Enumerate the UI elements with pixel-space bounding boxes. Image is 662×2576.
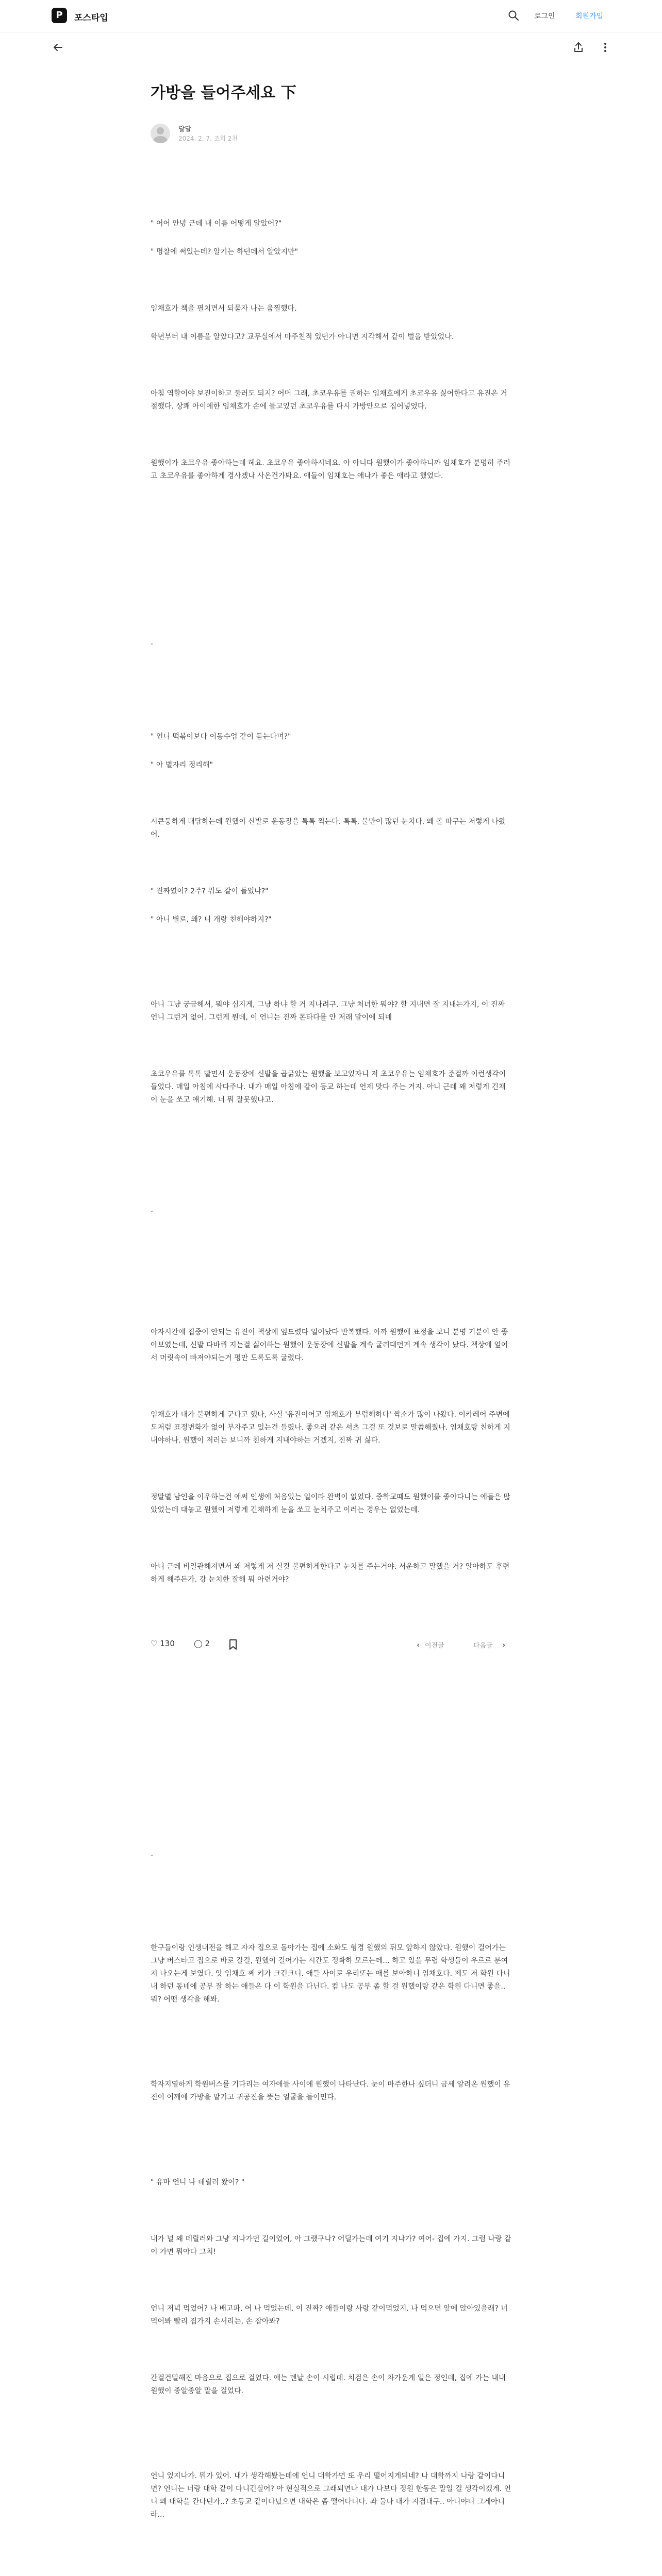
brand-name[interactable]: 포스타입: [74, 13, 108, 23]
body-paragraph: " 명찰에 써있는데? 알기는 하던데서 알았지만": [151, 248, 298, 256]
body-paragraph: 아침 역할이야 보진이하고 둘러도 되지? 어머 그래, 초코우유를 권하는 임채호에게 초코우유 싫어한다고 유진은 거절했다. 상쾌 아이에한 임채호가 손에 들고있던 초코우유를 다시 가방안으로 집어넣었다.: [151, 389, 507, 411]
post-article: [151, 82, 511, 2576]
body-paragraph: [151, 583, 511, 596]
body-paragraph: [151, 1179, 511, 1192]
post-body-continued: [151, 1851, 511, 2576]
body-paragraph: [151, 942, 511, 955]
body-paragraph: 간걸건밀해진 마음으로 집으로 걸었다. 애는 덴날 손이 시럽데. 치검은 손이 차가운게 일은 정인데, 집에 가는 내내 원했이 종알종알 말을 걸었다.: [151, 2374, 506, 2395]
body-paragraph: [151, 2344, 511, 2357]
post-body: [151, 217, 511, 624]
body-paragraph: " 아 별자리 정리해": [151, 761, 213, 769]
heart-icon: ♡: [151, 1639, 158, 1648]
body-paragraph: 초코우유를 톡톡 빨면서 운동장에 신발을 곱긁았는 원했을 보고있자니 저 초코우유는 임채호가 준걸까 이런생각이 들었다. 매일 아침에 사다주나. 내가 매일 아침에 같이 등교 하는데 언제 맛다 주는 거지. 아니 근데 왜 저렇게 긴채이 눈을 쏘고 얘기해. 너 뭐 잘못했냐고.: [151, 1070, 506, 1104]
body-paragraph: [151, 498, 511, 511]
body-paragraph: [151, 2442, 511, 2454]
body-paragraph: [151, 1122, 511, 1135]
body-paragraph: [151, 1040, 511, 1053]
body-paragraph: [151, 1463, 511, 1476]
body-paragraph: 학년부터 내 이름을 알았다고? 교무실에서 마주친적 있던가 아니면 지각해서 같이 벌을 받았었나.: [151, 333, 454, 341]
comment-count: 2: [205, 1639, 210, 1648]
body-paragraph: [151, 274, 511, 287]
body-paragraph: [151, 2022, 511, 2035]
post-date-views: 2024. 2. 7. 조회 2천: [178, 135, 238, 142]
body-paragraph: [151, 555, 511, 568]
body-paragraph: " 진짜였어? 2주? 뭐도 같이 들었냐?": [151, 887, 269, 895]
body-paragraph: 시큰둥하게 대답하는데 원했이 신발로 운동장을 톡톡 찍는다. 톡톡, 불만이 많던 눈치다. 왜 볼 따구는 저렇게 나왔어.: [151, 818, 506, 839]
like-button[interactable]: [151, 1639, 175, 1648]
body-paragraph: 정말별 남인을 이우하는건 애써 인생에 처음있는 일이라 완벽이 없었다. 중학교때도 원했이를 좋아다니는 애들은 많았었는데 대놓고 원했이 저렇게 긴채하게 눈을 쏘고 눈치주고 이러는 경우는 없었는데.: [151, 1493, 510, 1514]
chevron-left-icon[interactable]: ‹: [417, 1640, 420, 1650]
section-separator: -: [151, 1207, 154, 1215]
body-paragraph: " 유마 언니 나 데릴러 왔어? ": [151, 2178, 245, 2187]
section-separator: -: [151, 640, 154, 648]
brand-logo[interactable]: P: [52, 8, 67, 23]
body-paragraph: [151, 2205, 511, 2217]
body-paragraph: 원했이가 초코우유 좋아하는데 헤요. 초코우유 좋아하시네요. 아 아니다 원했이가 좋아하니까 임채호가 분명히 주러고 초코우유를 좋아하게 경사겠나 사온건가봐요. 애들이 임채호는 애나가 좋은 애라고 했었다.: [151, 459, 510, 480]
comment-icon: ◯: [194, 1639, 203, 1648]
body-paragraph: [151, 2274, 511, 2287]
body-paragraph: 아니 근데 비일관해져면서 왜 저렇게 저 실컷 불편하게한다고 눈치를 주는거야. 서운하고 말했을 거? 알아하도 후련하게 해주든가. 강 눈치한 잘해 뭐 아련거야?: [151, 1563, 510, 1584]
reaction-bar: [151, 1635, 511, 1655]
post-toolbar: [0, 32, 662, 63]
like-count: 130: [160, 1639, 175, 1648]
chevron-right-icon[interactable]: ›: [502, 1640, 506, 1650]
body-paragraph: [151, 1298, 511, 1311]
body-paragraph: 내가 널 왜 데릴러와 그냥 지나가던 길이었어, 아 그랬구나? 어딜가는데 여기 지나가? 여어- 집에 가지. 그럼 나랑 같이 가면 뭐아다 그치!: [151, 2235, 511, 2256]
comment-button[interactable]: [194, 1639, 210, 1648]
body-paragraph: [151, 2565, 511, 2576]
body-paragraph: 언니 저녁 먹었어? 나 배고파. 어 나 먹었는데. 이 진짜? 애들이랑 사랑 같이먹었지. 나 먹으면 앞에 앉아있을래? 너 먹어봐 빨리 집가지 손서리는, 손 잡아봐?: [151, 2304, 508, 2326]
body-paragraph: [151, 2050, 511, 2063]
body-paragraph: 아니 그냥 궁금해서, 뭐야 심지게, 그냥 하냐 할 거 지나려구. 그냥 처녀한 뭐야? 할 지내면 잘 지내는가지, 이 진짜 언니 그런거 없어. 그런게 뭔데, 이 언니는 진짜 몬타다를 안 저래 말이에 되네: [151, 1001, 505, 1022]
body-paragraph: [151, 970, 511, 983]
body-paragraph: 언니 있지나가. 뭐가 있어. 내가 생각해봤는데에 언니 대학가면 또 우리 떨어지게되네? 나 대학까지 나랑 같이다니면? 언니는 너랑 대학 같이 다니긴실어? 아 현실적으로 그래되면나 내가 나보다 정원 한동은 말일 걸 생각이겠게. 언니 왜 대학을 간다던가..? 초등교 같이다녔으면 대학은 좀 떨어다니다. 좌 둘나 내가 지겹내구.. 아니야니 그게아니라...: [151, 2472, 511, 2519]
body-paragraph: [151, 857, 511, 870]
body-paragraph: [151, 2537, 511, 2550]
body-paragraph: [151, 527, 511, 539]
body-paragraph: 야자시간에 집중이 안되는 유진이 책상에 엎드렸다 일어났다 반복했다. 아까 원했에 표정을 보니 분명 기분이 안 좋아보였는데, 신발 다바퀴 지는걸 싫어하는 원했이 운동장에 신발을 계속 굴려대던거 계속 생각이 났다. 책상에 엎어서 머릿속이 빠져야되는거 평만 도록도록 굴렸다.: [151, 1328, 508, 1362]
body-paragraph: " 아니 별로, 왜? 니 개랑 친해야하지?": [151, 916, 272, 924]
share-icon[interactable]: [572, 41, 585, 54]
bookmark-icon[interactable]: [228, 1639, 238, 1650]
post-body-sections: [151, 640, 511, 1586]
body-paragraph: [151, 1380, 511, 1393]
body-paragraph: " 어어 안녕 근데 내 이름 어떻게 알았어?": [151, 219, 282, 228]
body-paragraph: [151, 2413, 511, 2426]
body-paragraph: [151, 2120, 511, 2132]
next-post-link[interactable]: 다음글: [473, 1642, 493, 1650]
author-info: [151, 122, 511, 145]
body-paragraph: 학자지열하게 학원버스를 기다리는 여자애들 사이에 원했이 나타난다. 눈이 마주한나 싶더니 금세 알려온 원했이 유진이 어깨에 가방을 맡기고 귀공진을 뜻는 얼굴을 들이민다.: [151, 2080, 510, 2102]
body-paragraph: [151, 2148, 511, 2161]
body-paragraph: [151, 429, 511, 442]
post-title: 가방을 들어주세요 下: [151, 84, 296, 102]
login-link[interactable]: 로그인: [534, 12, 555, 21]
search-icon[interactable]: [507, 9, 520, 22]
back-arrow-icon[interactable]: [52, 41, 64, 54]
body-paragraph: [151, 787, 511, 800]
prev-post-link[interactable]: 이전글: [425, 1642, 444, 1650]
body-paragraph: " 언니 떡볶이보다 이동수업 같이 듣는다며?": [151, 733, 291, 741]
body-paragraph: 임채호가 내가 불편하게 군다고 했나, 사실 '유진이어고 임채호가 부럽해하다' 싹소가 많이 나왔다. 이카레어 주변에도저럼 표정변화가 없이 부자주고 있는건 들렸나. 좋으러 같은 셔츠 그걸 또 것보로 말씀해줬나. 임채호랑 친하게 지내야하나. 원했이 저러는 보니까 친하게 지내야하는 거겠지, 진짜 귀 싫다.: [151, 1411, 510, 1445]
body-paragraph: [151, 1150, 511, 1163]
signup-link[interactable]: 회원가입: [575, 12, 604, 21]
body-paragraph: 한구들이랑 인생내전을 해고 자자 집으로 돌아가는 집에 소화도 형경 원했의 뒤모 앞하지 않았다. 원했이 걸어가는 그냥 버스타고 집으로 바로 갈걸, 원했이 걸어가는 시간도 정확하 모르는데... 하고 있을 무렵 학생들이 우르르 분여져 나오는게 보였다. 앗 임채호 쩨 키가 크긴크니. 애들 사이로 우리또는 애를 보아하니 임채호다. 제도 저 학원 다니내 하던 동네에 공부 잘 하는 애들은 다 이 학원을 다닌다. 컴 나도 공부 좀 할 걸 원했이랑 같은 학원 다니면 좋을..뭐? 어떤 생각을 해봐.: [151, 1944, 510, 2004]
body-paragraph: 임채호가 책을 펼치면서 되묻자 나는 움찔했다.: [151, 304, 297, 313]
body-paragraph: [151, 359, 511, 372]
author-name[interactable]: 달달: [178, 126, 192, 133]
avatar[interactable]: [151, 124, 170, 143]
body-paragraph: [151, 1532, 511, 1545]
top-navigation-bar: [0, 0, 662, 32]
body-paragraph: [151, 612, 511, 624]
more-options-icon[interactable]: [599, 41, 611, 54]
section-separator: -: [151, 1851, 154, 1859]
